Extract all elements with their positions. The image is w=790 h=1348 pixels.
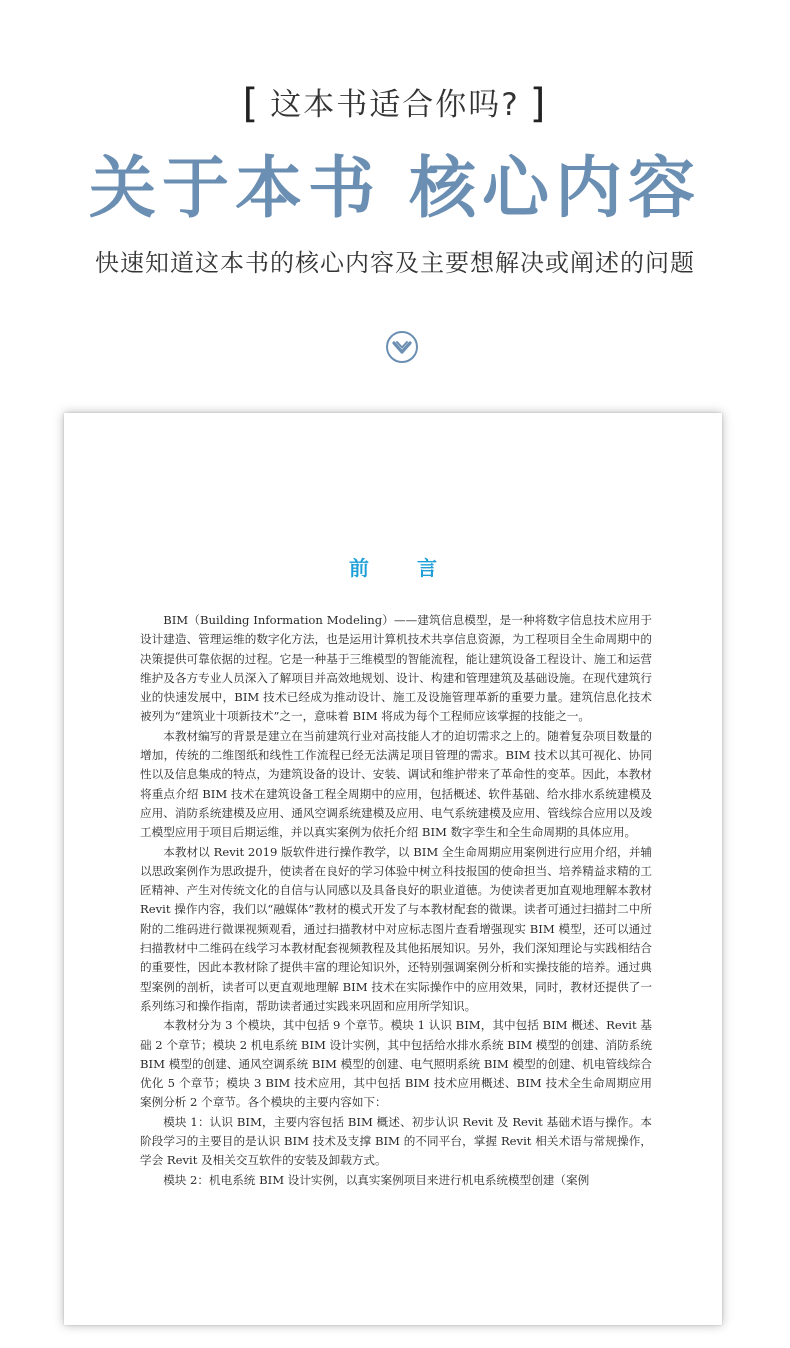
- paragraph-module-1: 模块 1：认识 BIM，主要内容包括 BIM 概述、初步认识 Revit 及 Revit 基础术语与操作。本阶段学习的主要目的是认识 BIM 技术及支撑 BIM 的不同平台，掌握 Revit 相关术语与常规操作，学会 Revit 及相关交互软件的安装及卸载方式。: [140, 1114, 652, 1168]
- paragraph-teaching: 本教材以 Revit 2019 版软件进行操作教学，以 BIM 全生命周期应用案例进行应用介绍，并辅以思政案例作为思政提升，使读者在良好的学习体验中树立科技报国的使命担当、培养精益求精的工匠精神、产生对传统文化的自信与认同感以及具备良好的职业道德。为使读者更加直观地理解本教材 Revit 操作内容，我们以“融媒体”教材的模式开发了与本教材配套的微课。读者可通过扫描封二中所附的二维码进行微课视频观看，通过扫描教材中对应标志图片查看增强现实 BIM 模型，还可以通过扫描教材中二维码在线学习本教材配套视频教程及其他拓展知识。另外，我们深知理论与实践相结合的重要性，因此本教材除了提供丰富的理论知识外，还特别强调案例分析和实操技能的培养。通过典型案例的剖析，读者可以更直观地理解 BIM 技术在实际操作中的应用效果，同时，教材还提供了一系列练习和操作指南，帮助读者通过实践来巩固和应用所学知识。: [140, 844, 652, 1013]
- bracket-open-icon: [: [242, 81, 261, 127]
- question-text: 这本书适合你吗?: [270, 87, 520, 123]
- intro-header: [0, 0, 790, 400]
- paragraph-modules: 本教材分为 3 个模块，其中包括 9 个章节。模块 1 认识 BIM，其中包括 BIM 概述、Revit 基础 2 个章节；模块 2 机电系统 BIM 设计实例，其中包括给水排水系统 BIM 模型的创建、消防系统 BIM 模型的创建、通风空调系统 BIM 模型的创建、电气照明系统 BIM 模型的创建、机电管线综合优化 5 个章节；模块 3 BIM 技术应用，其中包括 BIM 技术应用概述、BIM 技术全生命周期应用案例分析 2 个章节。各个模块的主要内容如下：: [140, 1018, 652, 1110]
- question-line: [0, 80, 790, 129]
- paragraph-module-2: 模块 2：机电系统 BIM 设计实例，以真实案例项目来进行机电系统模型创建（案例: [163, 1172, 590, 1187]
- document-page: [64, 413, 722, 1325]
- title-about-book: 关于本书: [89, 148, 381, 227]
- paragraph-background: 本教材编写的背景是建立在当前建筑行业对高技能人才的迫切需求之上的。随着复杂项目数量的增加，传统的二维图纸和线性工作流程已经无法满足项目管理的需求。BIM 技术以其可视化、协同性以及信息集成的特点，为建筑设备的设计、安装、调试和维护带来了革命性的变革。因此，本教材将重点介绍 BIM 技术在建筑设备工程全周期中的应用，包括概述、软件基础、给水排水系统建模及应用、消防系统建模及应用、通风空调系统建模及应用、电气系统建模及应用、管线综合应用以及竣工模型应用于项目后期运维，并以真实案例为依托介绍 BIM 数字孪生和全生命周期的具体应用。: [140, 728, 652, 840]
- paragraph-bim-intro: BIM（Building Information Modeling）——建筑信息模型，是一种将数字信息技术应用于设计建造、管理运维的数字化方法，也是运用计算机技术共享信息资源，为工程项目全生命周期中的决策提供可靠依据的过程。它是一种基于三维模型的智能流程，能让建筑设备工程设计、施工和运营维护及各方专业人员深入了解项目并高效地规划、设计、构建和管理建筑及基础设施。在现代建筑行业的快速发展中，BIM 技术已经成为推动设计、施工及设施管理革新的重要力量。建筑信息化技术被列为“建筑业十项新技术”之一，意味着 BIM 将成为每个工程师应该掌握的技能之一。: [140, 613, 652, 724]
- title-core-content: 核心内容: [409, 148, 701, 227]
- bracket-close-icon: ]: [529, 81, 548, 127]
- main-title: [0, 145, 790, 231]
- preface-title: 前言: [349, 556, 485, 580]
- preface-body: [140, 611, 652, 1190]
- subtitle: 快速知道这本书的核心内容及主要想解决或阐述的问题: [95, 249, 695, 277]
- chevron-down-circle-icon: [385, 330, 419, 364]
